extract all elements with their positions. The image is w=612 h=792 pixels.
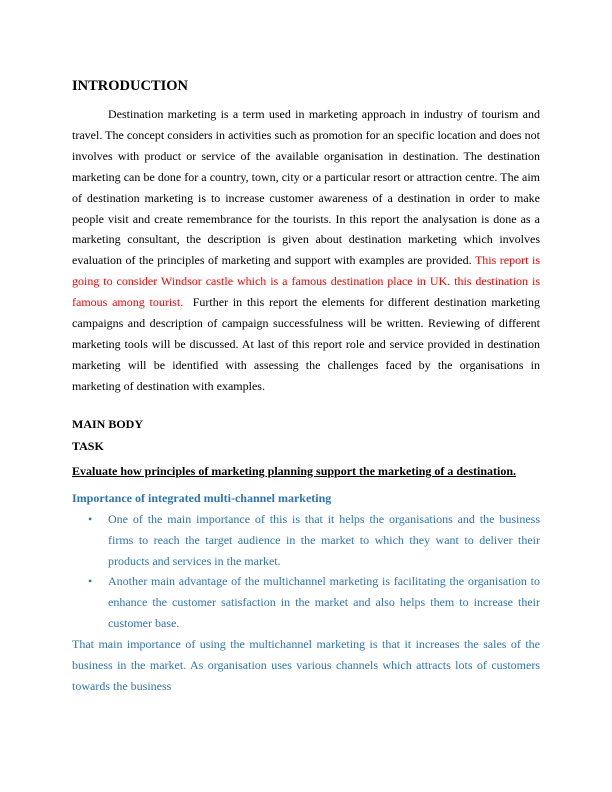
bullet-text: One of the main importance of this is that it helps the organisations and the business firms to reach the target audience in the market to which they want to deliver their products and services in the market. [108, 512, 540, 568]
main-body-heading: MAIN BODY [72, 417, 143, 431]
introduction-highlight-text: This report is going to consider Windsor castle which is a famous destination place in UK. this destination is famous among tourist. [72, 253, 540, 310]
bullet-icon: • [88, 512, 93, 526]
task-heading: TASK [72, 439, 104, 453]
bullet-icon: • [88, 574, 93, 589]
multichannel-subheading: Importance of integrated multi-channel marketing [72, 491, 332, 505]
list-item [72, 509, 540, 571]
task-question: Evaluate how principles of marketing planning support the marketing of a destination. [72, 464, 517, 478]
introduction-heading: INTRODUCTION [72, 78, 189, 94]
bullet-list [72, 509, 540, 634]
list-item [72, 571, 540, 633]
closing-paragraph: That main importance of using the multichannel marketing is that it increases the sales of the business in the market. As organisation uses various channels which attracts lots of customers towards the business [72, 637, 540, 693]
introduction-paragraph [72, 104, 540, 397]
introduction-text-continued: Further in this report the elements for different destination marketing campaigns and description of campaign successfulness will be written. Reviewing of different marketing tools will be discussed. At last of this report role and service provided in destination marketing will be identified with assessing the challenges faced by the organisations in marketing of destination with examples. [72, 295, 541, 393]
introduction-text: Destination marketing is a term used in marketing approach in industry of tourism and travel. The concept considers in activities such as promotion for an specific location and does not involves with product or service of the available organisation in destination. The destination marketing can be done for a country, town, city or a particular resort or attraction centre. The aim of destination marketing is to increase customer awareness of a destination in order to make people visit and create remembrance for the tourists. In this report the analysation is done as a marketing consultant, the description is given about destination marketing which involves evaluation of the principles of marketing and support with examples are provided. [72, 107, 540, 268]
bullet-text: Another main advantage of the multichannel marketing is facilitating the organisation to enhance the customer satisfaction in the market and also helps them to increase their customer base. [108, 574, 540, 630]
